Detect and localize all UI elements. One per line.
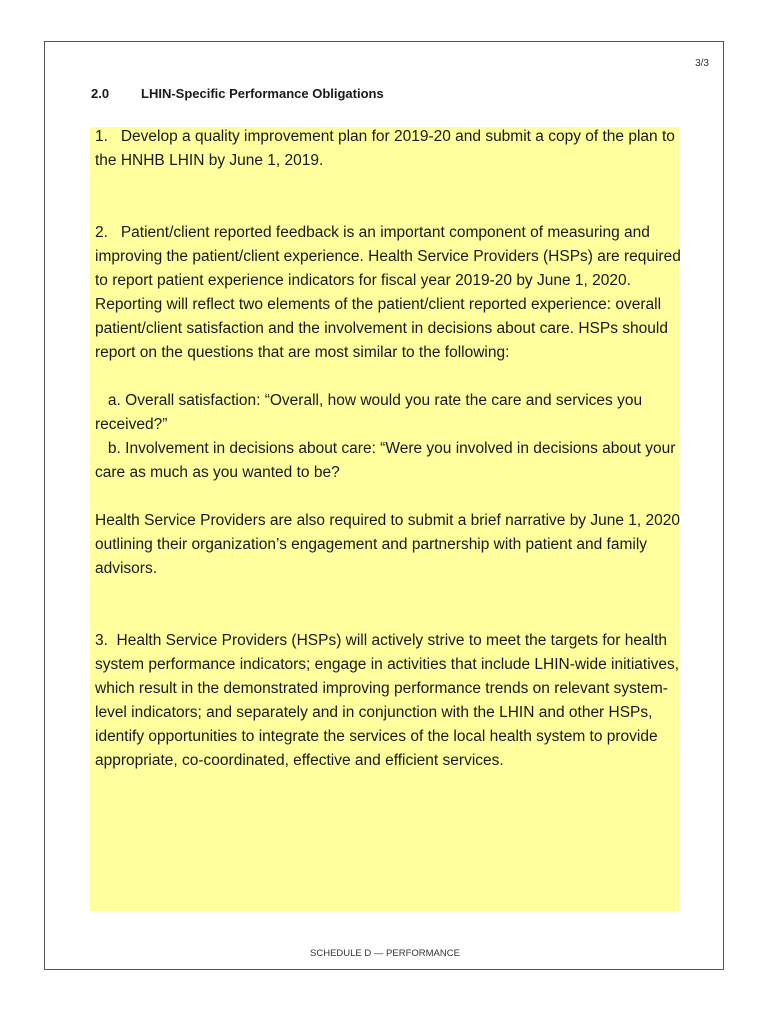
page-footer: SCHEDULE D — PERFORMANCE bbox=[310, 948, 460, 959]
narrative-paragraph: Health Service Providers are also required to submit a brief narrative by June 1, 2020 outlining their organization’s engagement and partnership with patient and family advisors. bbox=[95, 512, 685, 577]
obligation-item-1: 1. Develop a quality improvement plan for 2019-20 and submit a copy of the plan to the HNHB LHIN by June 1, 2019. bbox=[95, 128, 680, 169]
obligation-item-2b: b. Involvement in decisions about care: “Were you involved in decisions about your care as much as you wanted to be? bbox=[95, 440, 680, 481]
document-page bbox=[44, 41, 724, 970]
section-heading bbox=[91, 86, 384, 101]
obligation-item-2a: a. Overall satisfaction: “Overall, how would you rate the care and services you received?” bbox=[95, 392, 647, 433]
section-title: LHIN-Specific Performance Obligations bbox=[141, 86, 384, 101]
obligation-item-2: 2. Patient/client reported feedback is an important component of measuring and improving the patient/client experience. Health Service Providers (HSPs) are required to report patient experience indicators for fiscal year 2019-20 by June 1, 2020. Reporting will reflect two elements of the patient/client reported experience: overall patient/client satisfaction and the involvement in decisions about care. HSPs should report on the questions that are most similar to the following: bbox=[95, 224, 686, 361]
section-number: 2.0 bbox=[91, 86, 110, 101]
obligations-text bbox=[95, 125, 685, 773]
page-number: 3/3 bbox=[695, 58, 709, 69]
obligation-item-3: 3. Health Service Providers (HSPs) will actively strive to meet the targets for health system performance indicators; engage in activities that include LHIN-wide initiatives, which result in the demonstrated improving performance trends on relevant system-level indicators; and separately and in conjunction with the LHIN and other HSPs, identify opportunities to integrate the services of the local health system to provide appropriate, co-coordinated, effective and efficient services. bbox=[95, 632, 684, 769]
